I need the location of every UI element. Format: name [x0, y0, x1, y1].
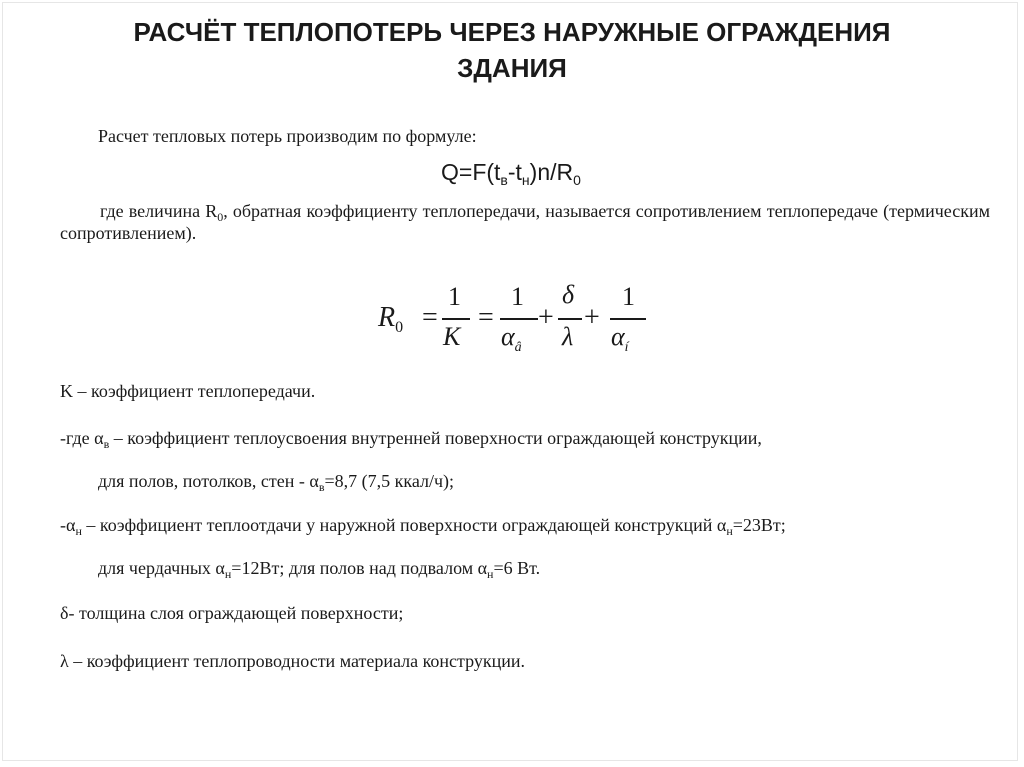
item-k: K – коэффициент теплопередачи.: [60, 381, 316, 401]
eq-fraction-bar-1: [442, 318, 470, 320]
resistance-equation: [370, 280, 670, 360]
eq-num-3: δ: [562, 280, 575, 309]
eq-num-1: 1: [448, 282, 461, 311]
item-delta: δ- толщина слоя ограждающей поверхности;: [60, 603, 404, 623]
eq-equals-2: =: [478, 302, 494, 333]
eq-num-2: 1: [511, 282, 524, 311]
eq-fraction-bar-3: [558, 318, 582, 320]
eq-den-4: $\alpha_í$: [611, 322, 629, 355]
item-alpha-n-values: для чердачных $\alpha_н=12Вт$; для полов над подвалом $\alpha_н=6$ Вт.: [98, 558, 541, 581]
eq-fraction-bar-2: [500, 318, 538, 320]
eq-plus-2: +: [584, 302, 600, 333]
eq-fraction-bar-4: [610, 318, 646, 320]
eq-den-2: $\alpha_â$: [501, 322, 522, 355]
intro-text: Расчет тепловых потерь производим по формуле:: [98, 126, 477, 146]
resistance-description: где величина $R_0$, обратная коэффициенту теплопередачи, называется сопротивлением теплопередаче (термическим сопротивлением).: [60, 201, 990, 243]
eq-num-4: 1: [622, 282, 635, 311]
heat-loss-formula: $Q=F(t_в-t_н)n/R_0$: [441, 159, 581, 188]
slide-title: [60, 14, 964, 86]
title-line-1: РАСЧЁТ ТЕПЛОПОТЕРЬ ЧЕРЕЗ НАРУЖНЫЕ ОГРАЖДЕНИЯ: [133, 17, 891, 47]
title-line-2: ЗДАНИЯ: [457, 53, 567, 83]
eq-plus-1: +: [538, 302, 554, 333]
eq-den-1: K: [443, 322, 461, 351]
item-alpha-v-values: для полов, потолков, стен - $\alpha_в=8,7$ (7,5 ккал/ч);: [98, 471, 455, 494]
eq-lhs: $R_0$: [378, 302, 404, 336]
eq-equals-1: =: [422, 302, 438, 333]
item-lambda: λ – коэффициент теплопроводности материала конструкции.: [60, 651, 526, 671]
item-alpha-v: -где $\alpha_в$ – коэффициент теплоусвоения внутренней поверхности ограждающей конструкции,: [60, 428, 762, 451]
eq-den-3: λ: [562, 322, 574, 351]
item-alpha-n: $-\alpha_н$ – коэффициент теплоотдачи у наружной поверхности ограждающей конструкций $\alpha_н=23Вт$;: [60, 515, 786, 538]
